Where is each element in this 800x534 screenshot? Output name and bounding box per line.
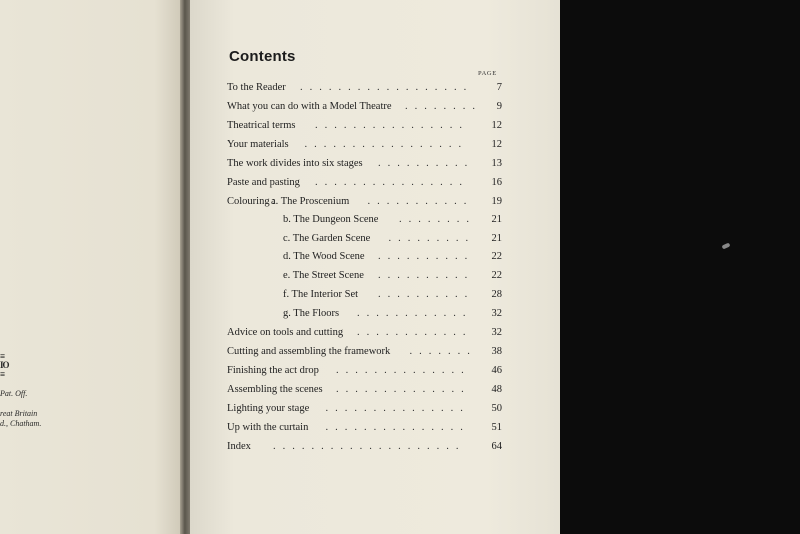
toc-entry-label: Advice on tools and cutting xyxy=(227,327,344,338)
toc-entry-page: 51 xyxy=(491,422,502,433)
toc-entry-label: c. The Garden Scene xyxy=(283,233,371,244)
toc-entry-label: f. The Interior Set xyxy=(283,289,359,300)
imprint-line: d., Chatham. xyxy=(0,419,42,428)
page-column-header: PAGE xyxy=(478,70,497,77)
leader-dots: .............. xyxy=(336,384,471,395)
page-title: Contents xyxy=(229,48,296,65)
leader-dots: ....... xyxy=(409,346,477,357)
toc-entry-page: 12 xyxy=(491,120,502,131)
leader-dots: ............ xyxy=(357,308,473,319)
toc-entry xyxy=(227,233,502,249)
toc-entry-prefix: Colouring : xyxy=(227,196,276,207)
leader-dots: .......... xyxy=(378,289,475,300)
toc-entry xyxy=(227,327,502,343)
toc-entry-label: What you can do with a Model Theatre xyxy=(227,101,392,112)
toc-entry-label: Cutting and assembling the framework xyxy=(227,346,391,357)
leader-dots: ................. xyxy=(304,139,469,150)
leader-dots: .................. xyxy=(300,82,474,93)
toc-entry xyxy=(227,139,502,155)
toc-entry-page: 22 xyxy=(491,270,502,281)
toc-entry-page: 22 xyxy=(491,251,502,262)
dust-speck xyxy=(722,242,731,249)
leader-dots: .............. xyxy=(336,365,471,376)
toc-entry-page: 16 xyxy=(491,177,502,188)
leader-dots: ............ xyxy=(357,327,473,338)
toc-entry-page: 7 xyxy=(496,82,502,93)
toc-entry-label: Finishing the act drop xyxy=(227,365,319,376)
toc-entry-page: 21 xyxy=(491,233,502,244)
toc-entry-label: Index xyxy=(227,441,251,452)
leader-dots: ........... xyxy=(367,196,474,207)
toc-entry-label: Your materials xyxy=(227,139,289,150)
toc-entry-page: 19 xyxy=(491,196,502,207)
toc-entry-label: d. The Wood Scene xyxy=(283,251,365,262)
toc-entry-page: 28 xyxy=(491,289,502,300)
leader-dots: .......... xyxy=(378,270,475,281)
toc-entry-label: Theatrical terms xyxy=(227,120,296,131)
toc-entry-label: Up with the curtain xyxy=(227,422,309,433)
toc-entry-label: Lighting your stage xyxy=(227,403,310,414)
toc-entry-page: 9 xyxy=(496,101,502,112)
imprint-line: Pat. Off. xyxy=(0,389,28,398)
leader-dots: .................... xyxy=(273,441,466,452)
toc-entry xyxy=(227,270,502,286)
toc-entry-label: g. The Floors xyxy=(283,308,340,319)
imprint-fragment xyxy=(0,352,70,429)
logo-fragment: ≡ IO ≡ xyxy=(0,351,9,379)
leader-dots: ............... xyxy=(325,403,470,414)
toc-entry-page: 21 xyxy=(491,214,502,225)
toc-entry-page: 32 xyxy=(491,308,502,319)
toc-entry-label: e. The Street Scene xyxy=(283,270,364,281)
toc-entry-page: 48 xyxy=(491,384,502,395)
toc-entry xyxy=(227,346,502,362)
toc-entry-page: 38 xyxy=(491,346,502,357)
leader-dots: ............... xyxy=(325,422,470,433)
leader-dots: ................ xyxy=(315,120,469,131)
toc-entry xyxy=(227,251,502,267)
toc-entry xyxy=(227,101,502,117)
toc-entry xyxy=(227,365,502,381)
toc-entry xyxy=(227,120,502,136)
toc-entry xyxy=(227,82,502,98)
leader-dots: .......... xyxy=(378,158,475,169)
leader-dots: .......... xyxy=(378,251,475,262)
toc-entry-page: 64 xyxy=(491,441,502,452)
imprint-line: reat Britain xyxy=(0,409,38,418)
toc-entry-page: 13 xyxy=(491,158,502,169)
toc-entry xyxy=(227,384,502,400)
leader-dots: ......... xyxy=(388,233,476,244)
toc-entry-label: Paste and pasting xyxy=(227,177,300,188)
toc-entry-label: b. The Dungeon Scene xyxy=(283,214,379,225)
toc-entry-label: To the Reader xyxy=(227,82,286,93)
toc-entry-page: 46 xyxy=(491,365,502,376)
toc-entry-label: The work divides into six stages xyxy=(227,158,363,169)
toc-entry-page: 32 xyxy=(491,327,502,338)
leader-dots: ................ xyxy=(315,177,469,188)
toc-entry-label: Assembling the scenes xyxy=(227,384,323,395)
leader-dots: ........ xyxy=(405,101,482,112)
toc-entry xyxy=(227,422,502,438)
toc-entry xyxy=(227,196,502,212)
toc-entry-page: 50 xyxy=(491,403,502,414)
toc-entry-page: 12 xyxy=(491,139,502,150)
toc-entry xyxy=(227,441,502,457)
toc-entry xyxy=(227,214,502,230)
toc-entry xyxy=(227,289,502,305)
toc-entry xyxy=(227,158,502,174)
left-page xyxy=(0,0,182,534)
toc-entry xyxy=(227,177,502,193)
toc-entry xyxy=(227,403,502,419)
leader-dots: ........ xyxy=(399,214,476,225)
toc-entry-label: a. The Proscenium xyxy=(271,196,350,207)
toc-entry xyxy=(227,308,502,324)
